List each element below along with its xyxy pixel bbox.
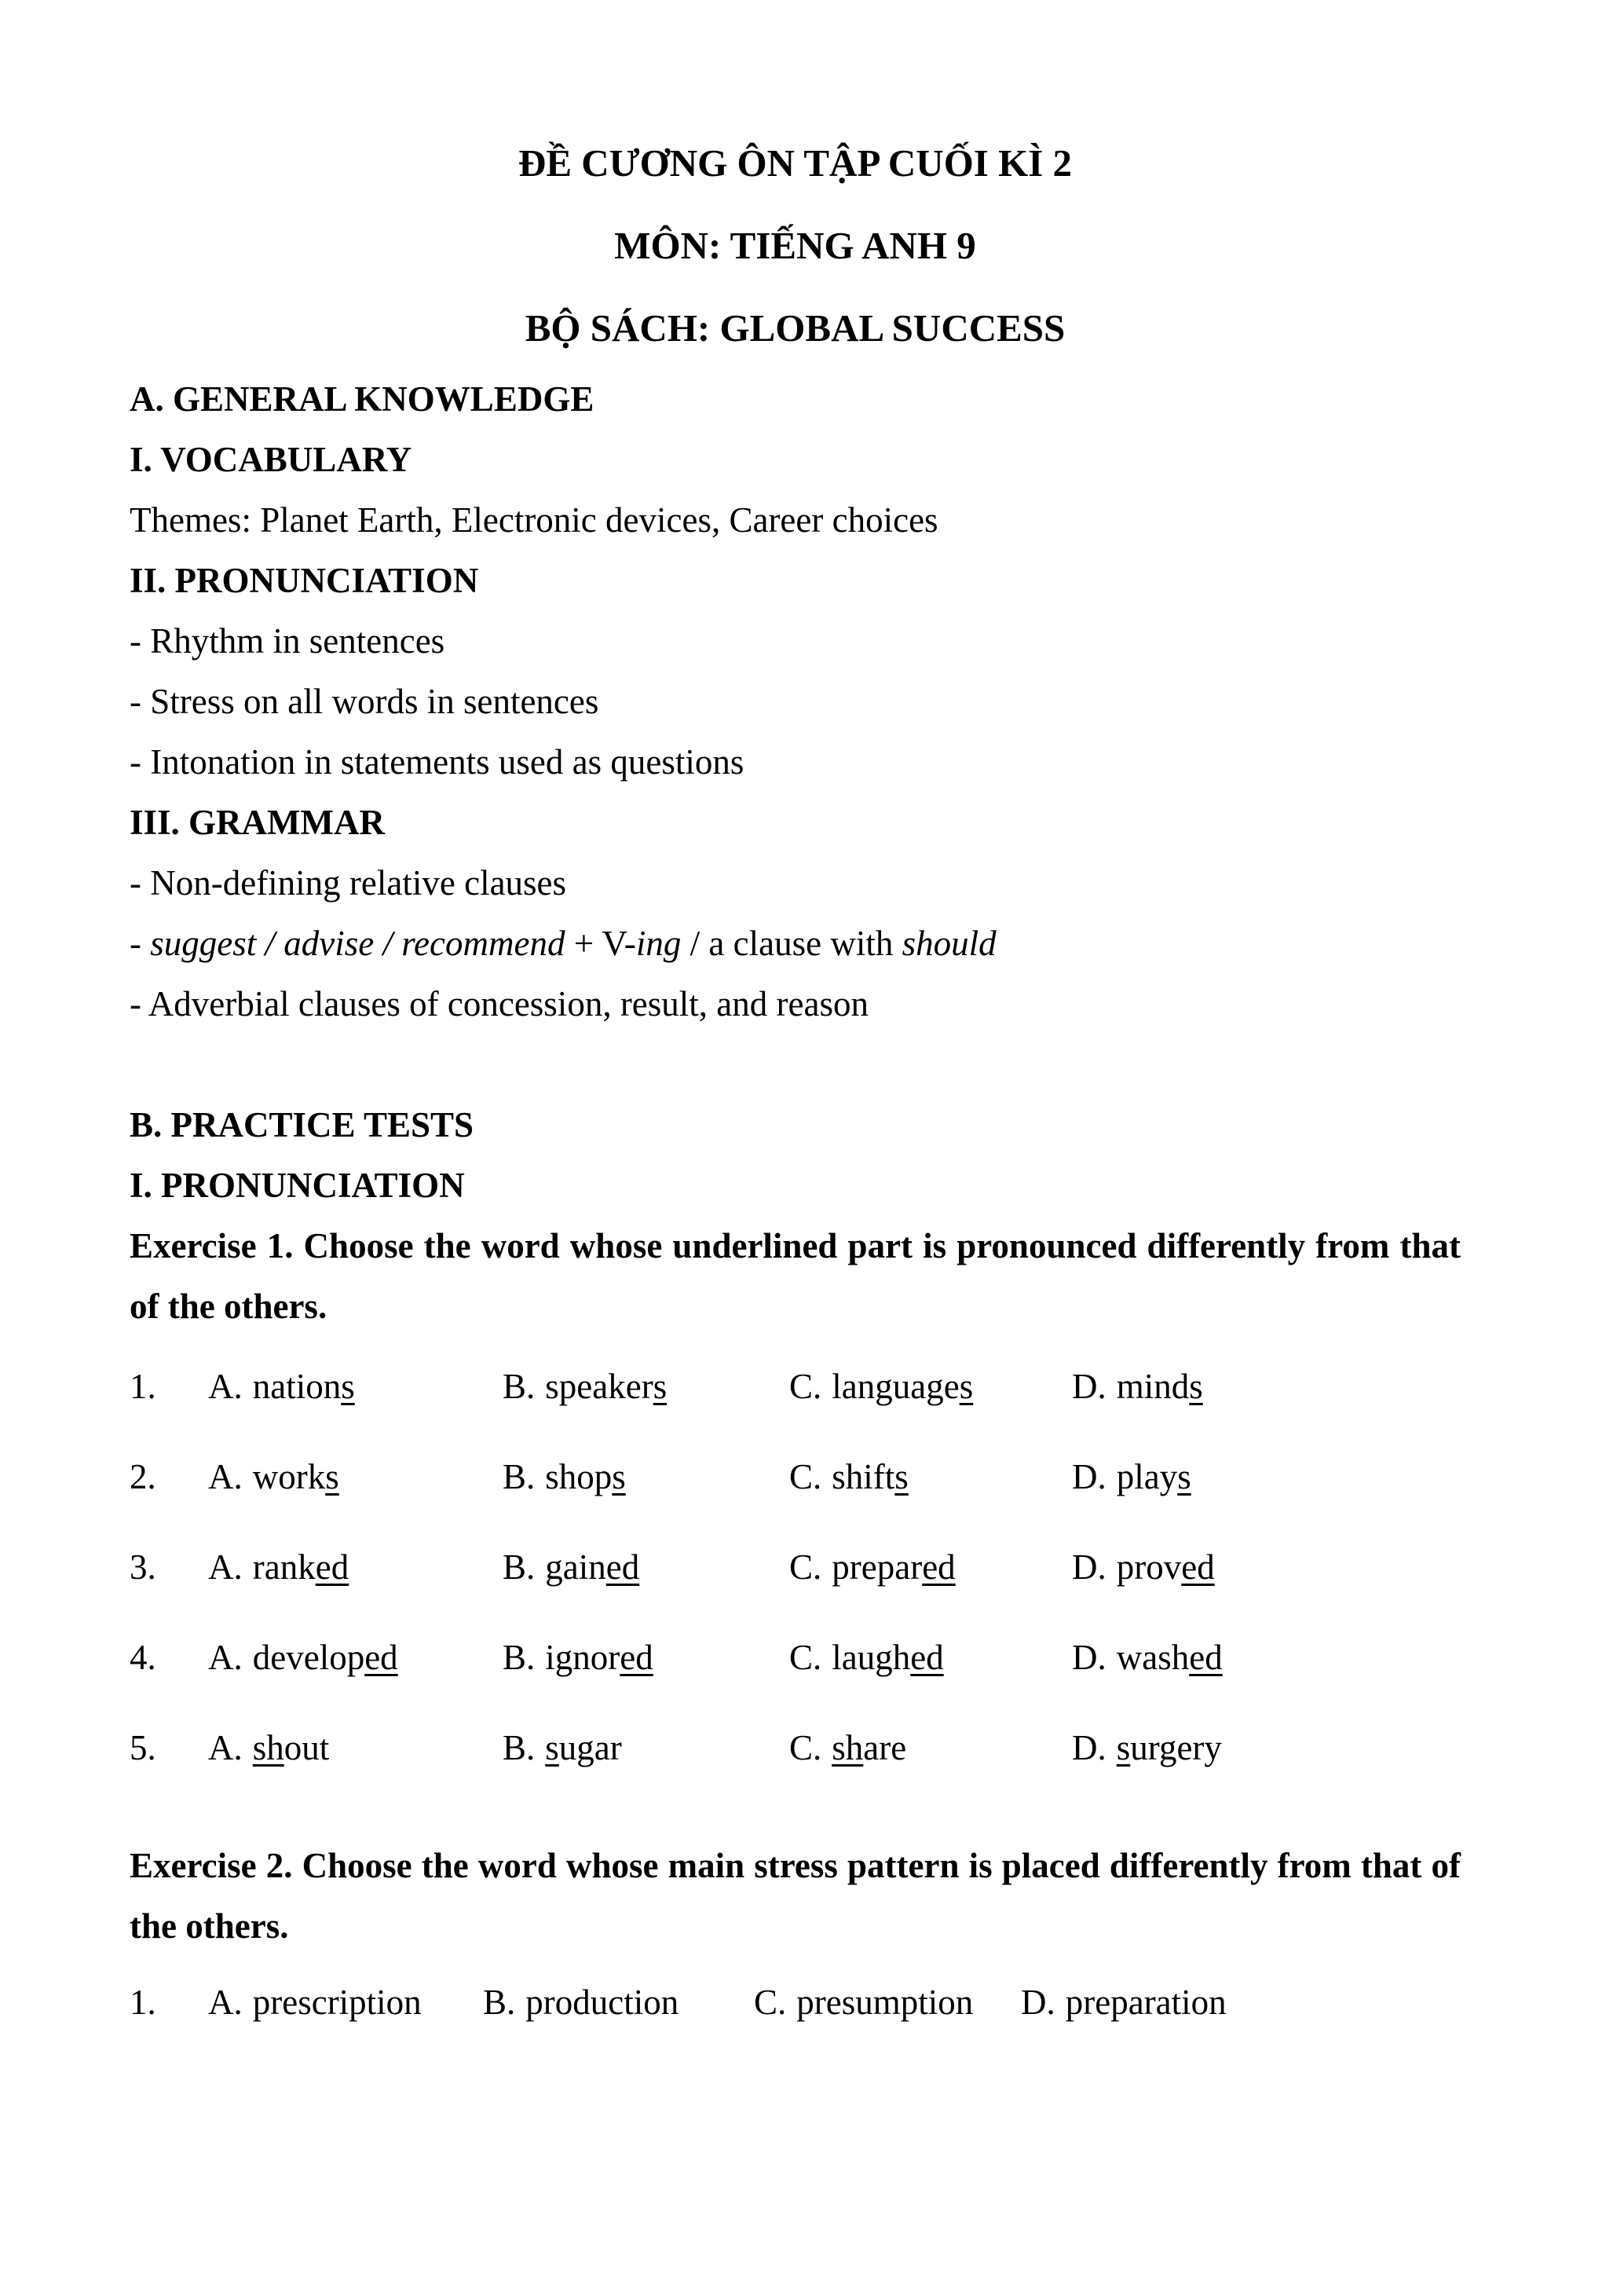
question-number: 4. xyxy=(130,1638,156,1677)
option-label: A. xyxy=(208,1367,243,1406)
option-d xyxy=(1072,1628,1461,1688)
option-a xyxy=(208,1447,503,1507)
underlined-part: ed xyxy=(364,1638,398,1677)
practice-tests-heading: B. PRACTICE TESTS xyxy=(130,1105,474,1144)
option-label: C. xyxy=(789,1728,822,1767)
option-word: preparation xyxy=(1065,1983,1227,2022)
option-label: B. xyxy=(503,1638,536,1677)
option-d xyxy=(1021,1972,1461,2033)
option-a xyxy=(208,1537,503,1598)
grammar-seg-should: should xyxy=(902,924,997,963)
option-label: A. xyxy=(208,1547,243,1587)
option-c xyxy=(789,1537,1072,1598)
option-label: D. xyxy=(1072,1728,1106,1767)
themes-line: Themes: Planet Earth, Electronic devices, Career choices xyxy=(130,500,938,540)
option-word: production xyxy=(525,1983,679,2022)
question-number: 3. xyxy=(130,1547,156,1587)
underlined-part: s xyxy=(1177,1457,1191,1496)
option-b xyxy=(503,1447,789,1507)
option-word-pre: ignor xyxy=(545,1638,620,1677)
underlined-part: s xyxy=(612,1457,626,1496)
option-d xyxy=(1072,1447,1461,1507)
grammar-item-suggest-advise xyxy=(130,914,1461,974)
underlined-part: ed xyxy=(1181,1547,1215,1587)
practice-pronunciation-heading: I. PRONUNCIATION xyxy=(130,1166,465,1205)
option-b xyxy=(503,1628,789,1688)
blank-line xyxy=(130,1034,1461,1095)
option-label: B. xyxy=(503,1457,536,1496)
option-label: A. xyxy=(208,1638,243,1677)
option-label: D. xyxy=(1072,1547,1106,1587)
option-a xyxy=(208,1972,483,2033)
option-label: C. xyxy=(754,1983,787,2022)
option-label: A. xyxy=(208,1457,243,1496)
grammar-seg-plus-v: + V- xyxy=(565,924,636,963)
option-word-pre: prepar xyxy=(832,1547,923,1587)
exercise-2-rows xyxy=(130,1972,1461,2033)
option-word-post: urgery xyxy=(1130,1728,1222,1767)
option-c xyxy=(789,1718,1072,1778)
option-word-pre: nation xyxy=(252,1367,342,1406)
exercise-1-row-1 xyxy=(130,1357,1461,1417)
option-b xyxy=(483,1972,754,2033)
grammar-seg-clause-with: / a clause with xyxy=(681,924,902,963)
option-c xyxy=(789,1628,1072,1688)
option-label: D. xyxy=(1072,1638,1106,1677)
vocabulary-heading: I. VOCABULARY xyxy=(130,440,412,479)
underlined-part: sh xyxy=(252,1728,284,1767)
question-number: 1. xyxy=(130,1983,156,2022)
underlined-part: s xyxy=(653,1367,668,1406)
underlined-part: ed xyxy=(910,1638,944,1677)
option-word-post: are xyxy=(863,1728,907,1767)
pron-item-rhythm: - Rhythm in sentences xyxy=(130,621,445,661)
exercise-1-row-5 xyxy=(130,1718,1461,1778)
question-number: 2. xyxy=(130,1457,156,1496)
option-word-pre: develop xyxy=(252,1638,365,1677)
option-word-pre: work xyxy=(252,1457,326,1496)
option-label: C. xyxy=(789,1457,822,1496)
option-label: B. xyxy=(503,1367,536,1406)
exercise-1-row-2 xyxy=(130,1447,1461,1507)
option-word-pre: language xyxy=(832,1367,960,1406)
option-word: prescription xyxy=(252,1983,422,2022)
option-d xyxy=(1072,1718,1461,1778)
option-label: B. xyxy=(483,1983,516,2022)
option-b xyxy=(503,1537,789,1598)
pronunciation-heading: II. PRONUNCIATION xyxy=(130,561,479,600)
option-a xyxy=(208,1357,503,1417)
option-label: C. xyxy=(789,1367,822,1406)
option-word-post: out xyxy=(283,1728,330,1767)
underlined-part: s xyxy=(1189,1367,1203,1406)
option-b xyxy=(503,1718,789,1778)
option-c xyxy=(789,1447,1072,1507)
option-label: D. xyxy=(1072,1457,1106,1496)
grammar-seg-dash: - xyxy=(130,924,151,963)
doc-title-line-3: BỘ SÁCH: GLOBAL SUCCESS xyxy=(525,306,1066,350)
option-word-pre: shop xyxy=(545,1457,613,1496)
underlined-part: s xyxy=(1116,1728,1131,1767)
option-label: A. xyxy=(208,1983,243,2022)
exercise-1-row-4 xyxy=(130,1628,1461,1688)
pron-item-intonation: - Intonation in statements used as questions xyxy=(130,742,744,782)
option-b xyxy=(503,1357,789,1417)
option-word-pre: rank xyxy=(252,1547,316,1587)
exercise-1-title: Exercise 1. Choose the word whose underlined part is pronounced differently from that of the others. xyxy=(130,1226,1461,1326)
underlined-part: ed xyxy=(1189,1638,1223,1677)
option-label: B. xyxy=(503,1728,536,1767)
exercise-2-title: Exercise 2. Choose the word whose main stress pattern is placed differently from that of the others. xyxy=(130,1846,1461,1946)
pron-item-stress: - Stress on all words in sentences xyxy=(130,682,599,721)
option-d xyxy=(1072,1357,1461,1417)
underlined-part: ed xyxy=(620,1638,653,1677)
exercise-1-row-3 xyxy=(130,1537,1461,1598)
option-word-pre: wash xyxy=(1116,1638,1190,1677)
option-label: C. xyxy=(789,1638,822,1677)
option-c xyxy=(789,1357,1072,1417)
option-word-pre: mind xyxy=(1116,1367,1190,1406)
grammar-seg-verbs: suggest / advise / recommend xyxy=(150,924,565,963)
grammar-heading: III. GRAMMAR xyxy=(130,803,385,842)
grammar-seg-ing: ing xyxy=(635,924,682,963)
underlined-part: ed xyxy=(605,1547,640,1587)
underlined-part: ed xyxy=(315,1547,349,1587)
option-label: C. xyxy=(789,1547,822,1587)
underlined-part: s xyxy=(545,1728,559,1767)
exercise-1-rows xyxy=(130,1357,1461,1778)
option-word-pre: prov xyxy=(1116,1547,1182,1587)
underlined-part: sh xyxy=(832,1728,864,1767)
underlined-part: s xyxy=(959,1367,974,1406)
underlined-part: s xyxy=(325,1457,339,1496)
section-a-heading: A. GENERAL KNOWLEDGE xyxy=(130,379,594,419)
option-word-pre: laugh xyxy=(832,1638,911,1677)
option-a xyxy=(208,1718,503,1778)
grammar-item-relative-clauses: - Non-defining relative clauses xyxy=(130,863,567,903)
underlined-part: s xyxy=(341,1367,355,1406)
option-word: presumption xyxy=(796,1983,974,2022)
doc-title-line-2: MÔN: TIẾNG ANH 9 xyxy=(614,224,976,267)
question-number: 1. xyxy=(130,1367,156,1406)
option-d xyxy=(1072,1537,1461,1598)
grammar-item-adverbial-clauses: - Adverbial clauses of concession, result, and reason xyxy=(130,984,869,1023)
option-c xyxy=(754,1972,1021,2033)
option-label: D. xyxy=(1021,1983,1055,2022)
underlined-part: s xyxy=(894,1457,909,1496)
option-a xyxy=(208,1628,503,1688)
option-label: B. xyxy=(503,1547,536,1587)
option-word-post: ugar xyxy=(558,1728,622,1767)
doc-title-line-1: ĐỀ CƯƠNG ÔN TẬP CUỐI KÌ 2 xyxy=(518,141,1073,185)
option-word-pre: gain xyxy=(545,1547,606,1587)
question-number: 5. xyxy=(130,1728,156,1767)
option-word-pre: play xyxy=(1116,1457,1178,1496)
option-label: D. xyxy=(1072,1367,1106,1406)
exercise-2-row-1 xyxy=(130,1972,1461,2033)
underlined-part: ed xyxy=(922,1547,956,1587)
option-label: A. xyxy=(208,1728,243,1767)
option-word-pre: shift xyxy=(832,1457,895,1496)
option-word-pre: speaker xyxy=(545,1367,653,1406)
